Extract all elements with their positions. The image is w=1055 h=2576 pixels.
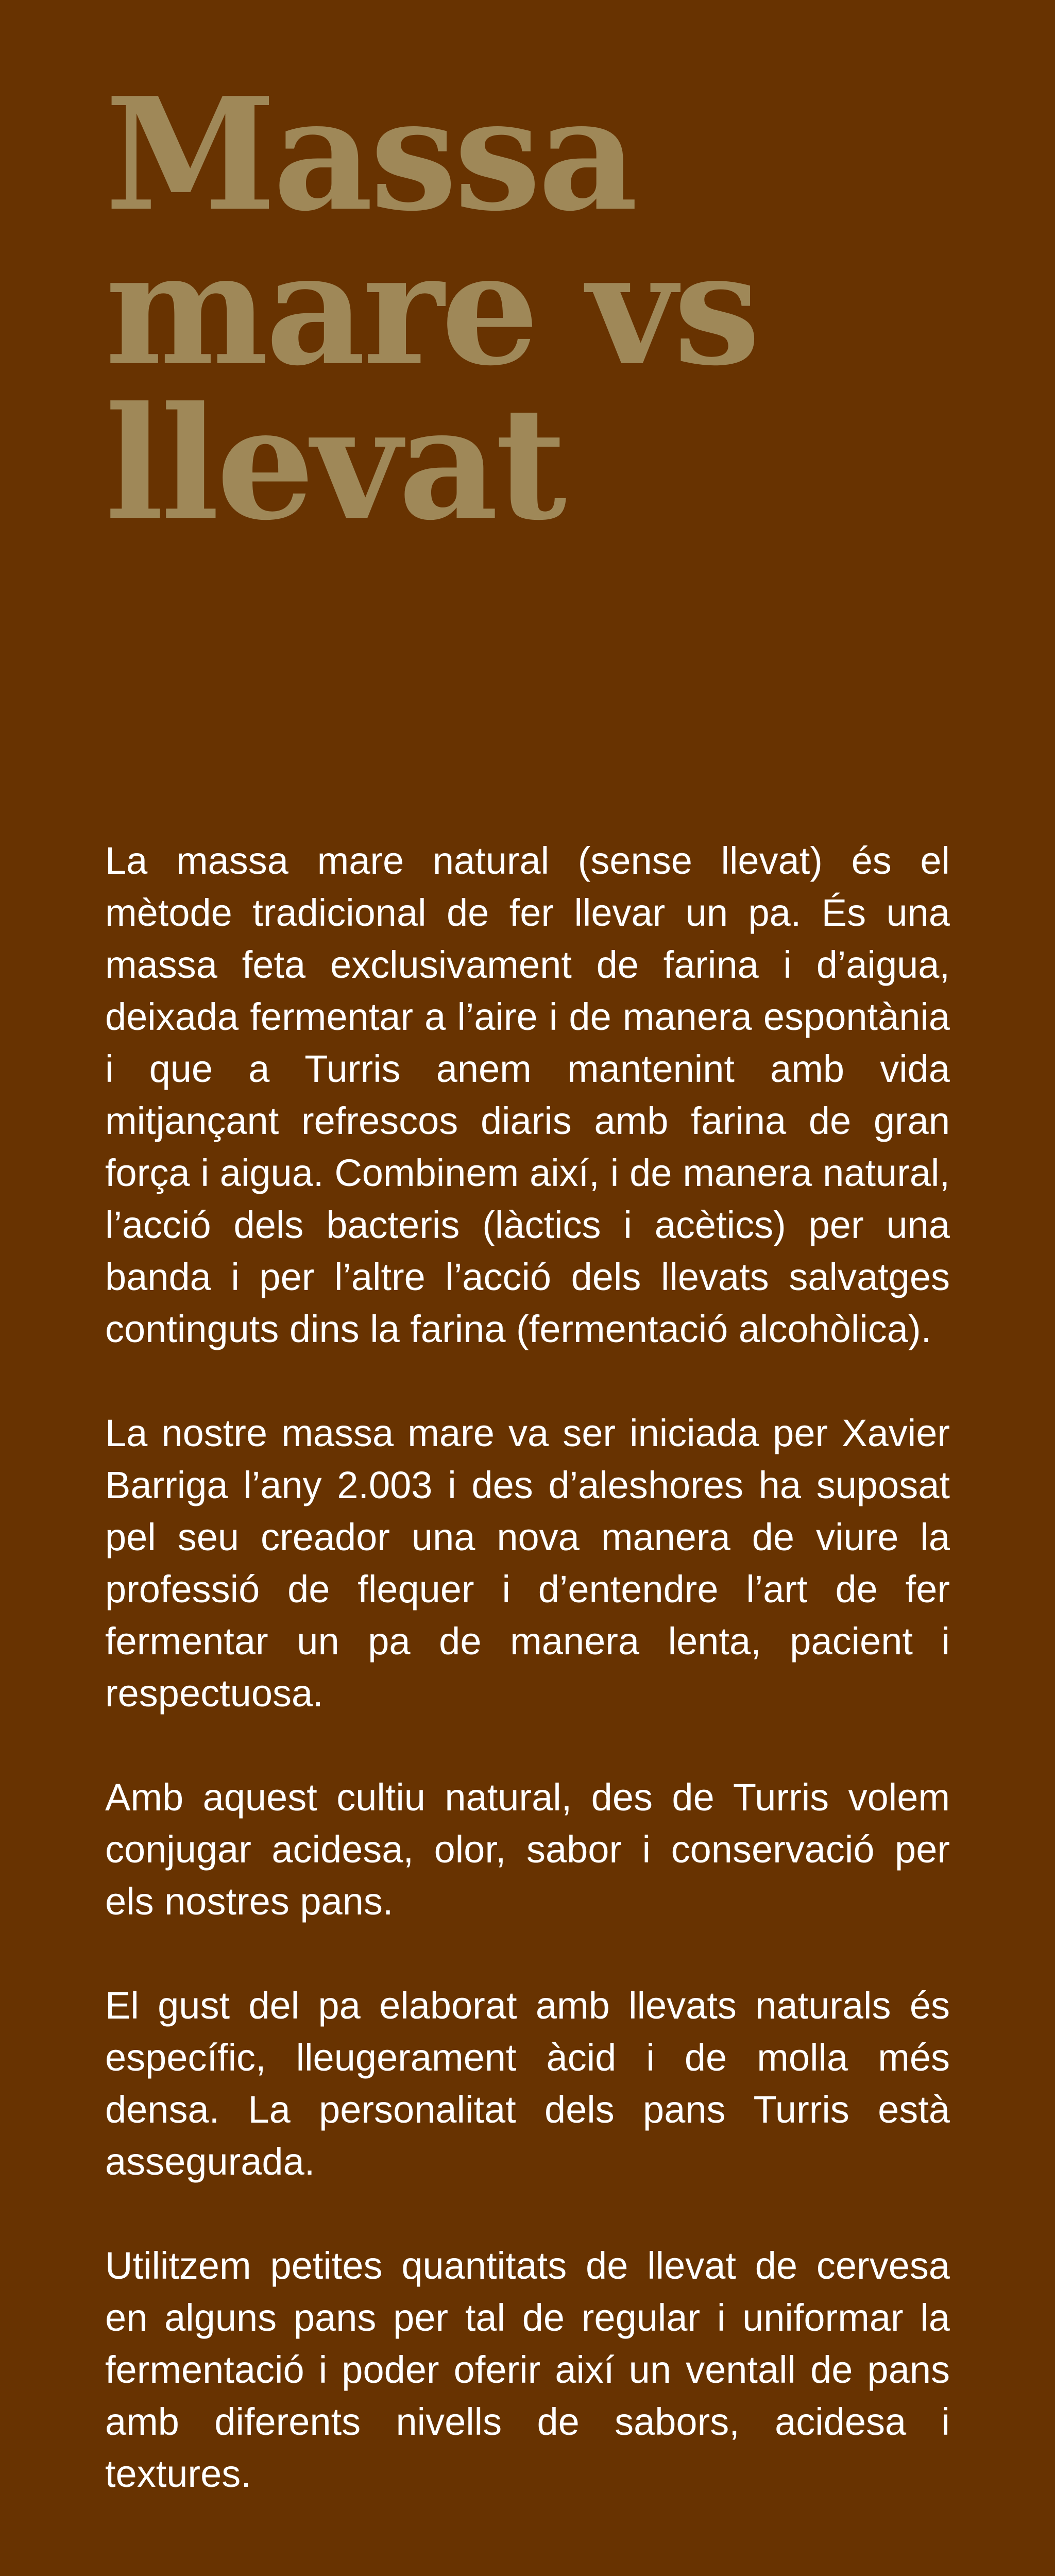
paragraph-beer-yeast: Utilitzem petites quantitats de llevat de cervesa en alguns pans per tal de regular i uniformar la fermentació i poder oferir així un ventall de pans amb diferents nivells de sabors, acidesa i textures.: [105, 2244, 950, 2495]
title-line-2: mare vs: [105, 218, 758, 400]
title-line-1: Massa: [105, 63, 635, 245]
title-line-3: llevat: [105, 372, 564, 554]
paragraph-natural-culture: Amb aquest cultiu natural, des de Turris volem conjugar acidesa, olor, sabor i conservació per els nostres pans.: [105, 1776, 950, 1923]
paragraph-massa-mare-definition: La massa mare natural (sense llevat) és el mètode tradicional de fer llevar un pa. És una massa feta exclusivament de farina i d’aigua, deixada fermentar a l’aire i de manera espontània i que a Turris anem mantenint amb vida mitjançant refrescos diaris amb farina de gran força i aigua. Combinem així, i de manera natural, l’acció dels bacteris (làctics i acètics) per una banda i per l’altre l’acció dels llevats salvatges continguts dins la farina (fermentació alcohòlica).: [105, 839, 950, 1350]
paragraph-flavor: El gust del pa elaborat amb llevats naturals és específic, lleugerament àcid i de molla més densa. La personalitat dels pans Turris està assegurada.: [105, 1984, 950, 2183]
body-text: [105, 835, 950, 2552]
page-title: [105, 63, 981, 554]
paragraph-history: La nostre massa mare va ser iniciada per Xavier Barriga l’any 2.003 i des d’aleshores ha suposat pel seu creador una nova manera de viure la professió de flequer i d’entendre l’art de fer fermentar un pa de manera lenta, pacient i respectuosa.: [105, 1412, 950, 1715]
